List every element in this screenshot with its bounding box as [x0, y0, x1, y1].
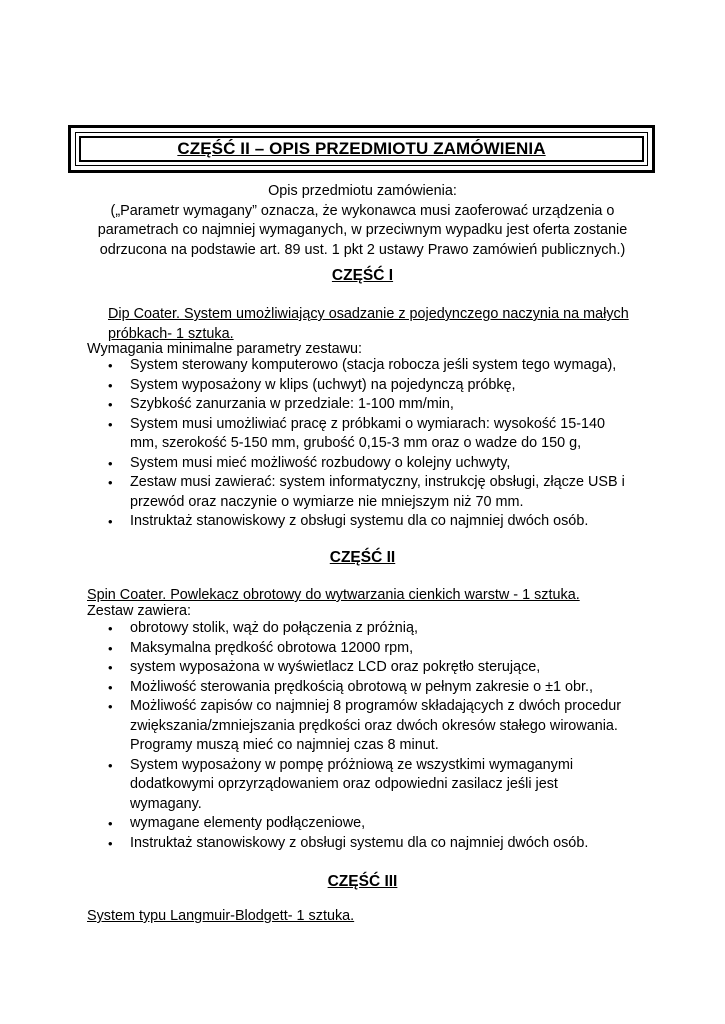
list-item-text: System sterowany komputerowo (stacja robocza jeśli system tego wymaga), [130, 357, 617, 373]
list-item [87, 658, 677, 678]
bullet-icon: • [108, 455, 113, 471]
intro-line: parametrach co najmniej wymaganych, w przeciwnym wypadku jest oferta zostanie [97, 222, 628, 238]
part2-subject: Spin Coater. Powlekacz obrotowy do wytwarzania cienkich warstw - 1 sztuka. [87, 587, 580, 603]
intro-line: odrzucona na podstawie art. 89 ust. 1 pkt 2 ustawy Prawo zamówień publicznych.) [99, 241, 626, 258]
list-item-text: obrotowy stolik, wąż do połączenia z próżnią, [130, 620, 418, 636]
part1-requirements-label: Wymagania minimalne parametry zestawu: [87, 341, 362, 357]
page-title: CZĘŚĆ II – OPIS PRZEDMIOTU ZAMÓWIENIA [177, 139, 546, 159]
list-item-text: System wyposażony w klips (uchwyt) na pojedynczą próbkę, [130, 376, 516, 393]
part2-contents-list [87, 619, 677, 853]
list-item [87, 834, 677, 854]
list-item-text: przewód oraz naczynie o wymiarze nie mniejszym niż 70 mm. [130, 493, 524, 510]
intro-paragraph [60, 182, 665, 260]
list-item [87, 454, 677, 474]
list-item-text: Instruktaż stanowiskowy z obsługi systemu dla co najmniej dwóch osób. [130, 513, 589, 529]
part3-subject: System typu Langmuir-Blodgett- 1 sztuka. [87, 908, 355, 924]
bullet-icon: • [108, 621, 113, 636]
list-item [87, 356, 677, 376]
bullet-icon: • [108, 475, 113, 490]
list-item-text: dodatkowymi oprzyrządowaniem oraz odpowiedni zasilacz jeśli jest [130, 776, 558, 792]
list-item-text: Maksymalna prędkość obrotowa 12000 rpm, [130, 639, 414, 656]
list-item-text: system wyposażona w wyświetlacz LCD oraz pokrętło sterujące, [130, 659, 541, 675]
bullet-icon: • [108, 416, 113, 432]
list-item-text: Szybkość zanurzania w przedziale: 1-100 mm/min, [130, 396, 454, 412]
list-item [87, 376, 677, 396]
intro-line: Opis przedmiotu zamówienia: [268, 183, 457, 199]
bullet-icon: • [108, 377, 113, 393]
bullet-icon: • [108, 835, 113, 851]
list-item [87, 697, 677, 756]
list-item-text: Możliwość sterowania prędkością obrotową w pełnym zakresie o ±1 obr., [130, 678, 594, 695]
bullet-icon: • [108, 816, 113, 831]
bullet-icon: • [108, 679, 113, 695]
list-item [87, 473, 677, 512]
list-item-text: System musi mieć możliwość rozbudowy o kolejny uchwyty, [130, 454, 511, 471]
list-item [87, 756, 677, 815]
part2-contents-label: Zestaw zawiera: [87, 603, 191, 619]
part1-subject-line: próbkach- 1 sztuka. [108, 325, 234, 342]
bullet-icon: • [108, 757, 113, 773]
intro-line: („Parametr wymagany” oznacza, że wykonawca musi zaoferować urządzenia o [110, 202, 615, 219]
part3-heading: CZĘŚĆ III [327, 873, 398, 890]
list-item [87, 512, 677, 532]
list-item [87, 678, 677, 698]
title-frame [68, 125, 655, 173]
part1-heading: CZĘŚĆ I [331, 267, 394, 284]
bullet-icon: • [108, 358, 113, 373]
bullet-icon: • [108, 660, 113, 675]
list-item-text: System musi umożliwiać pracę z próbkami o wymiarach: wysokość 15-140 [130, 415, 606, 432]
list-item-text: Programy muszą mieć co najmniej czas 8 minut. [130, 737, 439, 753]
list-item-text: mm, szerokość 5-150 mm, grubość 0,15-3 mm oraz o wadze do 150 g, [130, 435, 582, 451]
bullet-icon: • [108, 699, 113, 714]
list-item-text: zwiększania/zmniejszania prędkości oraz dwóch okresów stałego wirowania. [130, 717, 618, 734]
list-item-text: Możliwość zapisów co najmniej 8 programów składających z dwóch procedur [130, 698, 622, 714]
list-item-text: wymagany. [130, 795, 202, 812]
list-item [87, 415, 677, 454]
list-item-text: Instruktaż stanowiskowy z obsługi systemu dla co najmniej dwóch osób. [130, 834, 589, 851]
part1-requirements-list [87, 356, 677, 532]
part2-heading: CZĘŚĆ II [329, 549, 396, 566]
list-item-text: wymagane elementy podłączeniowe, [130, 815, 366, 831]
list-item [87, 814, 677, 834]
part1-subject-line: Dip Coater. System umożliwiający osadzanie z pojedynczego naczynia na małych [108, 306, 629, 322]
bullet-icon: • [108, 514, 113, 529]
bullet-icon: • [108, 640, 113, 656]
list-item-text: System wyposażony w pompę próżniową ze wszystkimi wymaganymi [130, 756, 574, 773]
list-item-text: Zestaw musi zawierać: system informatyczny, instrukcję obsługi, złącze USB i [130, 474, 625, 490]
list-item [87, 639, 677, 659]
list-item [87, 395, 677, 415]
bullet-icon: • [108, 397, 113, 412]
part1-subject [108, 305, 668, 344]
list-item [87, 619, 677, 639]
